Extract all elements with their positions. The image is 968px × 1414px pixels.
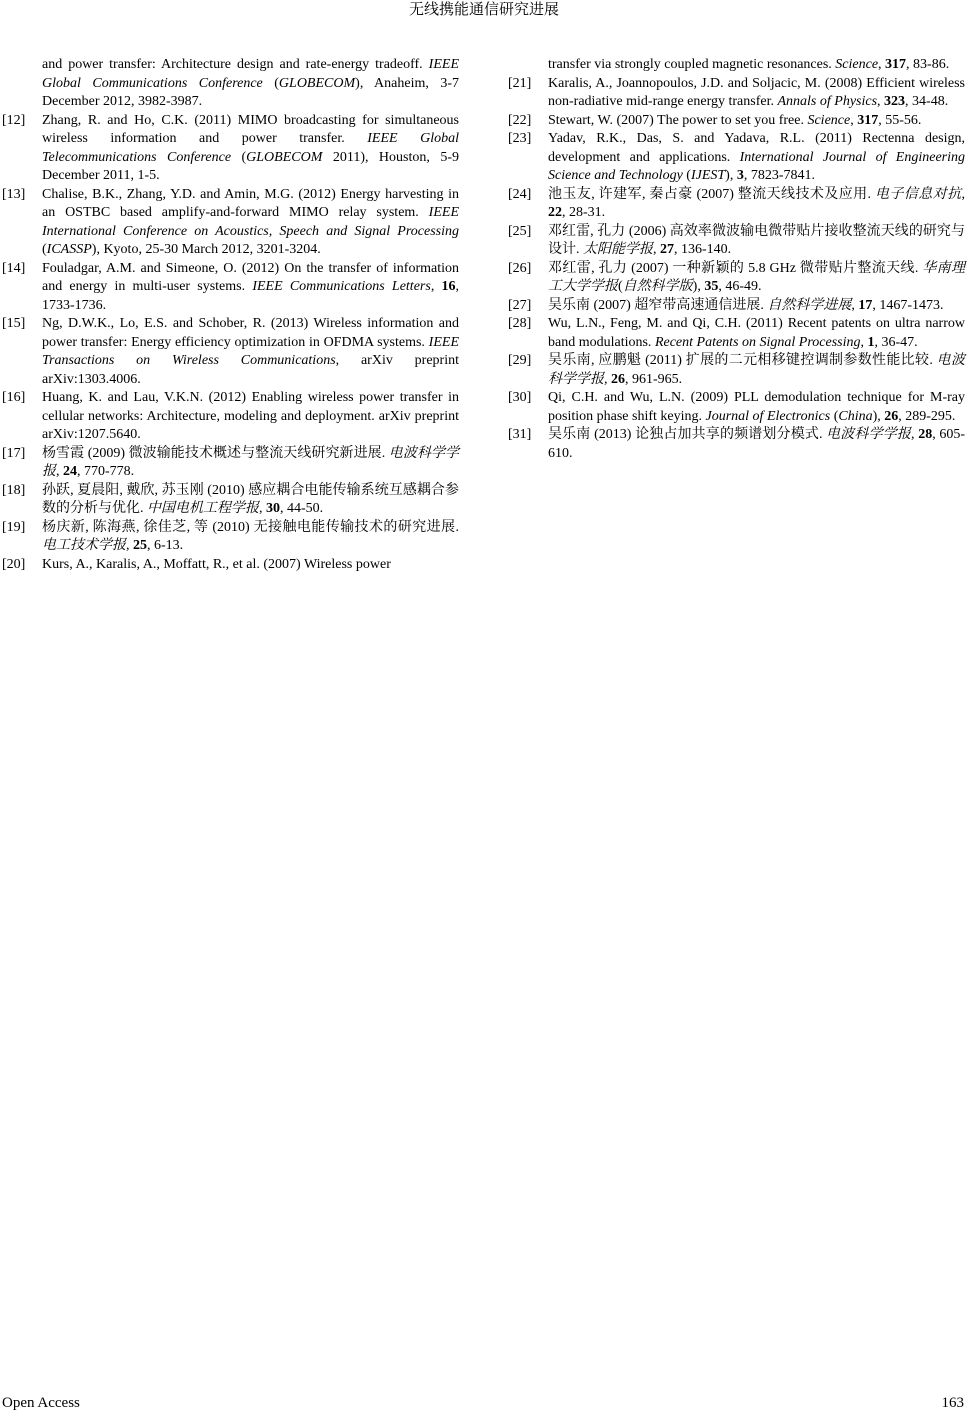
- ref-text: ,: [604, 371, 611, 387]
- reference-text: [42, 186, 459, 260]
- ref-volume: 3: [736, 168, 744, 183]
- reference-text: [548, 130, 965, 186]
- reference-item: [2, 519, 459, 556]
- reference-item: [508, 389, 965, 426]
- right-reference-list: [508, 75, 965, 464]
- reference-item: [508, 315, 965, 352]
- reference-text: [42, 315, 459, 389]
- reference-item: [2, 482, 459, 519]
- ref-text: Wu, L.N., Feng, M. and Qi, C.H. (2011) Recent patents on ultra narrow band modulations.: [548, 316, 965, 350]
- running-header: 无线携能通信研究进展: [408, 2, 559, 18]
- reference-number: [20]: [2, 556, 26, 572]
- footer-journal-label: Open Access: [2, 1395, 80, 1411]
- ref-text: and power transfer: Architecture design and rate-energy tradeoff.: [42, 57, 429, 72]
- ref-text: Zhang, R. and Ho, C.K. (2011) MIMO broadcasting for simultaneous wireless information and power transfer.: [42, 112, 459, 146]
- reference-item: [2, 186, 459, 260]
- reference-number: [21]: [508, 75, 532, 91]
- ref-italic-text: Journal of Electronics: [705, 408, 831, 424]
- page-footer: [0, 1392, 968, 1414]
- ref-text: Ng, D.W.K., Lo, E.S. and Schober, R. (2013) Wireless information and power transfer: Energy efficiency optimization in OFDMA systems.: [42, 316, 459, 350]
- ref-italic-text: 电波科学学报: [42, 445, 460, 479]
- reference-item: [2, 315, 459, 389]
- reference-item: [508, 75, 965, 112]
- reference-text: [548, 426, 965, 463]
- ref-italic-text: 中国电机工程学报: [147, 501, 259, 516]
- ref-volume: 22: [548, 205, 562, 220]
- ref-text: 吴乐南, 应鹏魁 (2011) 扩展的二元相移键控调制参数性能比较.: [548, 353, 937, 368]
- ref-italic-text: ICASSP: [46, 242, 92, 257]
- ref-volume: 28: [918, 427, 933, 442]
- reference-number: [29]: [508, 353, 532, 368]
- ref-italic-text: 电工技术学报: [42, 538, 126, 553]
- reference-number: [31]: [508, 427, 532, 442]
- reference-number: [19]: [2, 519, 26, 535]
- ref-text: , 6-13.: [147, 538, 184, 553]
- ref-text: Chalise, B.K., Zhang, Y.D. and Amin, M.G. (2012) Energy harvesting in an OSTBC based amplify-and-forward MIMO relay system.: [42, 186, 459, 220]
- ref-text: ,: [259, 501, 266, 516]
- ref-italic-text: Annals of Physics: [777, 94, 878, 109]
- ref-text: Kurs, A., Karalis, A., Moffatt, R., et al. (2007) Wireless power: [42, 556, 391, 572]
- ref-text: , 44-50.: [280, 501, 324, 516]
- ref-text: , 770-778.: [77, 464, 135, 479]
- reference-text: [42, 389, 459, 445]
- ref-text: ),: [872, 408, 885, 424]
- ref-text: , 46-49.: [718, 279, 762, 294]
- ref-volume: 26: [611, 371, 625, 387]
- ref-text: (: [231, 149, 247, 165]
- ref-text: transfer via strongly coupled magnetic resonances.: [548, 57, 836, 72]
- ref-italic-text: IEEE Global Telecommunications Conference: [42, 131, 459, 165]
- reference-text: [42, 445, 459, 482]
- ref-text: , 34-48.: [905, 94, 949, 109]
- ref-text: 池玉友, 许建军, 秦占豪 (2007) 整流天线技术及应用.: [548, 186, 875, 202]
- reference-text: [548, 389, 965, 426]
- ref-text: ,: [911, 427, 919, 442]
- ref-text: ),: [725, 168, 737, 183]
- ref-italic-text: International Journal of Engineering Science and Technology: [548, 149, 965, 183]
- ref-volume: 317: [857, 112, 879, 128]
- reference-text: [42, 112, 459, 186]
- ref-text: Yadav, R.K., Das, S. and Yadava, R.L. (2011) Rectenna design, development and applications.: [548, 131, 965, 165]
- reference-number: [17]: [2, 445, 26, 461]
- reference-number: [25]: [508, 223, 532, 239]
- reference-number: [18]: [2, 482, 26, 498]
- reference-text: [42, 260, 459, 316]
- reference-number: [30]: [508, 390, 532, 405]
- ref-volume: 1: [867, 334, 875, 350]
- ref-italic-text: IEEE Global Communications Conference: [42, 57, 459, 91]
- ref-text: ,: [961, 186, 966, 202]
- left-column: [2, 56, 459, 574]
- ref-text: 邓红雷, 孔力 (2006) 高效率微波输电微带贴片接收整流天线的研究与设计.: [548, 223, 965, 257]
- ref-text: 杨庆新, 陈海燕, 徐佳芝, 等 (2010) 无接触电能传输技术的研究进展.: [42, 519, 459, 535]
- ref-text: ,: [860, 334, 868, 350]
- ref-text: ,: [878, 57, 886, 72]
- reference-text: [42, 556, 459, 575]
- ref-text: (: [682, 168, 691, 183]
- reference-text: [548, 315, 965, 352]
- ref-italic-text: 自然科学进展: [767, 297, 852, 313]
- ref-volume: 35: [704, 279, 719, 294]
- ref-italic-text: Science: [807, 112, 851, 128]
- ref-text: 吴乐南 (2013) 论独占加共享的频谱划分模式.: [548, 427, 827, 442]
- ref-italic-text: IJEST: [690, 168, 726, 183]
- ref-text: Karalis, A., Joannopoulos, J.D. and Soljacic, M. (2008) Efficient wireless non-radiative mid-range energy transfer.: [548, 75, 965, 109]
- ref-italic-text: 华南理工大学学报: [548, 260, 965, 294]
- ref-text: , 1467-1473.: [872, 297, 944, 313]
- ref-text: , 1733-1736.: [42, 279, 460, 313]
- ref-italic-text: GLOBECOM: [278, 75, 356, 91]
- reference-text: [548, 223, 965, 260]
- ref-text: , 36-47.: [874, 334, 918, 350]
- reference-item: [2, 556, 459, 575]
- ref-text: , 289-295.: [898, 408, 956, 424]
- ref-volume: 27: [660, 242, 674, 257]
- ref-text: ,: [850, 112, 858, 128]
- ref-italic-text: 电波科学学报: [548, 353, 965, 387]
- reference-number: [24]: [508, 186, 532, 202]
- reference-number: [26]: [508, 260, 532, 276]
- ref-text: Stewart, W. (2007) The power to set you free.: [548, 112, 808, 128]
- reference-text: [548, 75, 965, 112]
- reference-text: [42, 519, 459, 556]
- ref-text: ,: [56, 464, 63, 479]
- reference-number: [13]: [2, 186, 26, 202]
- reference-item: [508, 260, 965, 297]
- reference-text: [548, 260, 965, 297]
- ref-text: (: [262, 75, 279, 91]
- ref-text: Fouladgar, A.M. and Simeone, O. (2012) On the transfer of information and energy in multi-user systems.: [42, 260, 459, 294]
- right-continuation: [508, 56, 965, 75]
- ref-volume: 317: [885, 57, 907, 72]
- ref-text: ), Anaheim, 3-7 December 2012, 3982-3987.: [42, 75, 459, 109]
- ref-text: ),: [692, 279, 705, 294]
- ref-text: (: [830, 408, 839, 424]
- ref-text: , 7823-7841.: [743, 168, 816, 183]
- ref-text: , 83-86.: [906, 57, 950, 72]
- ref-volume: 25: [133, 538, 147, 553]
- reference-item: [2, 389, 459, 445]
- ref-italic-text: IEEE International Conference on Acoustics, Speech and Signal Processing: [42, 205, 459, 239]
- ref-text: (: [42, 242, 47, 257]
- ref-text: Huang, K. and Lau, V.K.N. (2012) Enabling wireless power transfer in cellular networks: Architecture, modeling and deployment. arXiv preprint arXiv:1207.5640.: [42, 390, 459, 442]
- reference-item: [508, 130, 965, 186]
- reference-item: [508, 112, 965, 131]
- reference-number: [23]: [508, 131, 532, 146]
- reference-number: [27]: [508, 297, 532, 313]
- reference-item: [508, 297, 965, 316]
- ref-italic-text: China: [838, 408, 873, 424]
- ref-italic-text: IEEE Communications Letters: [252, 279, 431, 294]
- reference-number: [15]: [2, 316, 26, 331]
- ref-italic-text: 太阳能学报: [583, 242, 653, 257]
- ref-text: ,: [877, 94, 885, 109]
- ref-text: ,: [653, 242, 660, 257]
- ref-italic-text: Recent Patents on Signal Processing: [654, 334, 861, 350]
- ref-text: ,: [126, 538, 133, 553]
- ref-text: ), Kyoto, 25-30 March 2012, 3201-3204.: [91, 242, 321, 257]
- ref-volume: 323: [884, 94, 906, 109]
- ref-volume: 26: [884, 408, 899, 424]
- ref-text: 邓红雷, 孔力 (2007) 一种新颖的 5.8 GHz 微带贴片整流天线.: [548, 260, 923, 276]
- ref-text: , 605-610.: [548, 427, 965, 461]
- page-number: 163: [941, 1395, 964, 1411]
- ref-volume: 17: [858, 297, 873, 313]
- ref-italic-text: Science: [835, 57, 879, 72]
- reference-item: [2, 445, 459, 482]
- ref-text: , arXiv preprint arXiv:1303.4006.: [42, 353, 459, 387]
- ref-text: , 961-965.: [625, 371, 683, 387]
- reference-text: [548, 297, 965, 316]
- ref-italic-text: GLOBECOM: [246, 149, 323, 165]
- reference-item: [508, 426, 965, 463]
- ref-text: (: [618, 279, 623, 294]
- ref-italic-text: 电子信息对抗: [874, 186, 962, 202]
- ref-italic-text: IEEE Transactions on Wireless Communications: [42, 334, 459, 368]
- left-continuation: [2, 56, 459, 112]
- ref-text: 杨雪霞 (2009) 微波输能技术概述与整流天线研究新进展.: [42, 445, 389, 461]
- reference-item: [508, 352, 965, 389]
- reference-item: [508, 186, 965, 223]
- reference-text: [548, 186, 965, 223]
- ref-text: , 55-56.: [878, 112, 922, 128]
- reference-text: [548, 112, 965, 131]
- ref-italic-text: 电波科学学报: [826, 427, 912, 442]
- ref-text: , 28-31.: [562, 205, 606, 220]
- ref-text: 吴乐南 (2007) 超窄带高速通信进展.: [548, 297, 768, 313]
- ref-volume: 30: [266, 501, 280, 516]
- ref-italic-text: 自然科学版: [622, 279, 693, 294]
- ref-volume: 24: [63, 464, 77, 479]
- right-column: [508, 56, 965, 463]
- reference-number: [12]: [2, 112, 26, 128]
- reference-item: [2, 260, 459, 316]
- reference-number: [16]: [2, 390, 26, 405]
- ref-text: 2011), Houston, 5-9 December 2011, 1-5.: [42, 149, 459, 183]
- ref-text: ,: [851, 297, 859, 313]
- reference-text: [548, 352, 965, 389]
- reference-number: [28]: [508, 316, 532, 331]
- left-reference-list: [2, 112, 459, 575]
- reference-text: [42, 482, 459, 519]
- ref-text: Qi, C.H. and Wu, L.N. (2009) PLL demodulation technique for M-ray position phase shift keying.: [548, 390, 965, 424]
- ref-text: 孙跃, 夏晨阳, 戴欣, 苏玉刚 (2010) 感应耦合电能传输系统互感耦合参数的分析与优化.: [42, 482, 459, 516]
- reference-number: [14]: [2, 260, 26, 276]
- reference-item: [2, 112, 459, 186]
- ref-text: ,: [430, 279, 442, 294]
- reference-item: [508, 223, 965, 260]
- reference-number: [22]: [508, 112, 532, 128]
- ref-volume: 16: [441, 279, 456, 294]
- ref-text: , 136-140.: [674, 242, 732, 257]
